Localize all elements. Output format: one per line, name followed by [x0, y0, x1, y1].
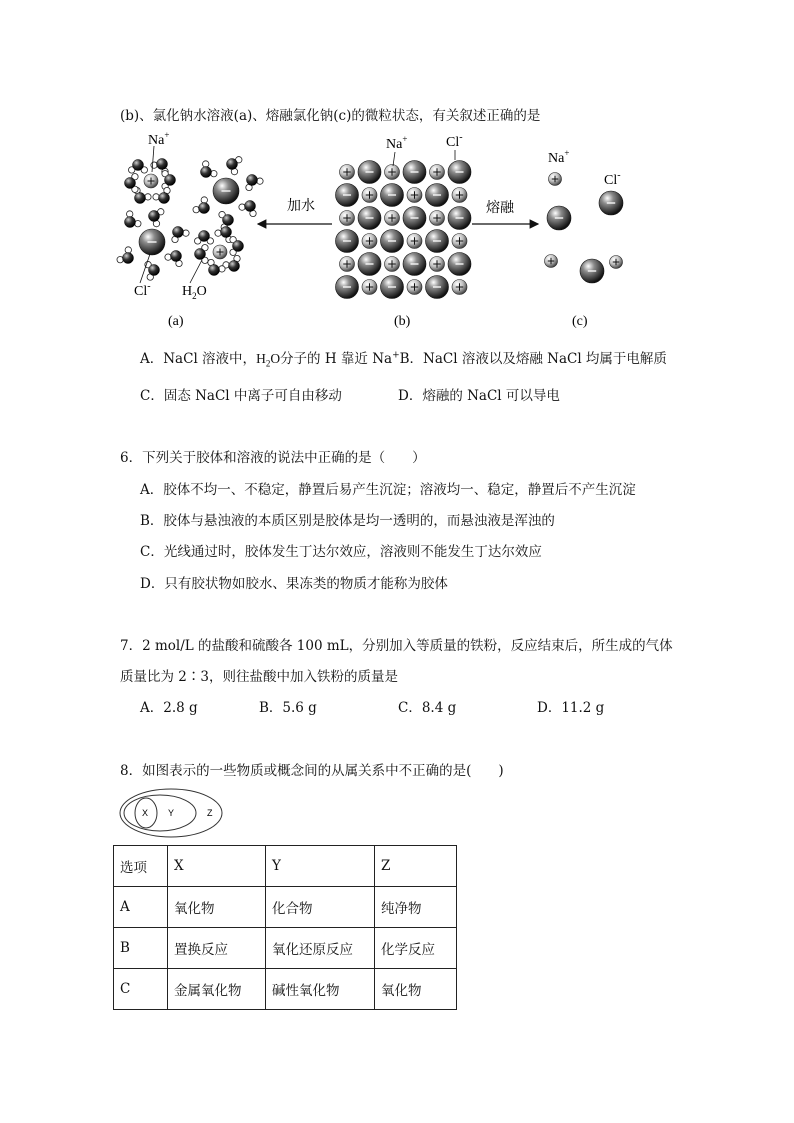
water-molecule	[162, 170, 176, 189]
na-ion	[362, 188, 377, 203]
table-row	[114, 928, 457, 969]
water-molecule	[149, 209, 164, 227]
na-ion	[340, 257, 355, 272]
figure-b-solid-lattice	[336, 150, 472, 299]
na-ion	[362, 280, 377, 295]
water-molecule	[153, 187, 170, 203]
na-ion	[430, 165, 445, 180]
cl-ion	[381, 276, 404, 299]
table-cell: 置换反应	[168, 928, 266, 969]
water-molecule	[145, 261, 160, 280]
water-molecule	[165, 251, 182, 267]
cl-ion	[381, 184, 404, 207]
venn-x: X	[142, 808, 149, 818]
venn-diagram	[118, 786, 226, 840]
cl-ion	[381, 230, 404, 253]
na-ion	[610, 256, 623, 269]
table-header-cell: Y	[266, 846, 375, 887]
arrow-melt-label: 熔融	[486, 200, 514, 216]
question-intro: (b)、氯化钠水溶液(a)、熔融氯化钠(c)的微粒状态，有关叙述正确的是	[120, 108, 541, 124]
q6-option-c: C．光线通过时，胶体发生丁达尔效应，溶液则不能发生丁达尔效应	[140, 544, 542, 560]
q6-option-d: D．只有胶状物如胶水、果冻类的物质才能称为胶体	[140, 576, 448, 592]
na-ion	[407, 188, 422, 203]
cl-ion	[336, 230, 359, 253]
venn-y: Y	[168, 808, 175, 818]
cl-ion	[403, 207, 426, 230]
na-ion	[545, 255, 558, 268]
water-molecule	[201, 161, 218, 178]
cl-ion	[403, 161, 426, 184]
figure-a-solution	[117, 146, 263, 283]
q7-option-d: D．11.2 g	[537, 700, 605, 716]
na-ion	[340, 165, 355, 180]
na-ion	[385, 165, 400, 180]
fig-c-na-label: Na+	[548, 148, 570, 166]
fig-label-a: (a)	[168, 314, 184, 329]
water-molecule	[128, 160, 147, 174]
options-table	[113, 845, 457, 1010]
cl-ion	[336, 184, 359, 207]
na-ion	[407, 234, 422, 249]
table-cell: A	[114, 887, 168, 928]
water-molecule	[208, 259, 225, 275]
table-cell: 氧化还原反应	[266, 928, 375, 969]
table-header-cell: 选项	[114, 846, 168, 887]
table-header-cell: X	[168, 846, 266, 887]
water-molecule	[193, 197, 210, 214]
fig-c-cl-label: Cl-	[604, 170, 621, 188]
table-cell: B	[114, 928, 168, 969]
table-cell: 化合物	[266, 887, 375, 928]
water-molecule	[246, 175, 263, 191]
table-cell: C	[114, 969, 168, 1010]
pointer-line	[393, 152, 395, 166]
cl-ion	[403, 253, 426, 276]
cl-ion	[358, 207, 381, 230]
na-ion	[385, 211, 400, 226]
water-molecule	[194, 231, 213, 245]
na-ion	[549, 173, 562, 186]
table-cell: 碱性氧化物	[266, 969, 375, 1010]
cl-ion	[448, 207, 471, 230]
cl-ion	[580, 259, 604, 283]
fig-a-na-label: Na+	[148, 130, 170, 148]
cl-ion	[448, 253, 471, 276]
cl-ion	[599, 191, 623, 215]
q7-option-a: A．2.8 g	[140, 700, 198, 716]
q6-option-b: B．胶体与悬浊液的本质区别是胶体是均一透明的，而悬浊液是浑浊的	[140, 513, 555, 529]
cl-ion	[213, 178, 239, 204]
h2o-formula: $H_2O$	[256, 351, 281, 369]
venn-z: Z	[207, 808, 213, 818]
water-molecule	[125, 211, 142, 228]
water-molecule	[117, 247, 134, 264]
arrow-add-water-label: 加水	[287, 198, 315, 214]
na-ion	[213, 245, 227, 259]
q8-stem: 8．如图表示的一些物质或概念间的从属关系中不正确的是( )	[120, 763, 504, 779]
q5-option-d: D．熔融的 NaCl 可以导电	[398, 388, 560, 404]
table-cell: 氧化物	[168, 887, 266, 928]
water-molecule	[172, 227, 189, 243]
fig-a-h2o-label: $H_2O$	[182, 284, 207, 301]
table-cell: 化学反应	[375, 928, 457, 969]
fig-b-cl-label: Cl-	[446, 132, 463, 150]
nacl-particle-figure	[110, 128, 690, 333]
water-molecule	[227, 157, 242, 175]
pointer-line	[190, 260, 202, 283]
table-row	[114, 969, 457, 1010]
cl-ion	[426, 230, 449, 253]
q5-option-b: B．NaCl 溶液以及熔融 NaCl 均属于电解质	[399, 351, 667, 367]
table-row	[114, 887, 457, 928]
na-ion	[452, 188, 467, 203]
cl-ion	[547, 206, 571, 230]
q7-option-b: B．5.6 g	[259, 700, 317, 716]
table-header-cell: Z	[375, 846, 457, 887]
cl-ion	[426, 276, 449, 299]
cl-ion	[426, 184, 449, 207]
cl-ion	[358, 253, 381, 276]
na-ion	[430, 257, 445, 272]
water-molecule	[239, 201, 256, 217]
q7-stem-line1: 7．2 mol/L 的盐酸和硫酸各 100 mL，分别加入等质量的铁粉，反应结束后，所生成的气体	[120, 638, 673, 654]
cl-ion	[448, 161, 471, 184]
figure-c-molten	[545, 173, 624, 284]
cl-ion	[139, 229, 165, 255]
q6-option-a: A．胶体不均一、不稳定，静置后易产生沉淀；溶液均一、稳定，静置后不产生沉淀	[140, 482, 636, 498]
table-header-row	[114, 846, 457, 887]
q7-option-c: C．8.4 g	[398, 700, 457, 716]
q7-stem-line2: 质量比为 2∶3，则往盐酸中加入铁粉的质量是	[120, 669, 398, 685]
water-molecule	[230, 236, 244, 255]
fig-label-c: (c)	[572, 314, 588, 329]
table-cell: 氧化物	[375, 969, 457, 1010]
na-ion	[385, 257, 400, 272]
na-ion	[144, 174, 158, 188]
na-ion	[362, 234, 377, 249]
na-ion	[452, 280, 467, 295]
na-ion	[430, 211, 445, 226]
cl-ion	[336, 276, 359, 299]
fig-a-cl-label: Cl-	[134, 281, 151, 299]
q5-option-a: A．NaCl 溶液中，$H_2O$分子的 H 靠近 Na+B．NaCl 溶液以及熔融 NaCl 均属于电解质	[140, 350, 667, 369]
q6-stem: 6．下列关于胶体和溶液的说法中正确的是（ ）	[120, 450, 426, 466]
na-ion	[340, 211, 355, 226]
na-ion	[407, 280, 422, 295]
water-molecule	[125, 173, 139, 192]
fig-b-na-label: Na+	[386, 134, 408, 152]
q5-option-c: C．固态 NaCl 中离子可自由移动	[140, 388, 342, 404]
na-ion	[452, 234, 467, 249]
fig-label-b: (b)	[394, 314, 411, 329]
cl-ion	[358, 161, 381, 184]
table-cell: 金属氧化物	[168, 969, 266, 1010]
table-cell: 纯净物	[375, 887, 457, 928]
